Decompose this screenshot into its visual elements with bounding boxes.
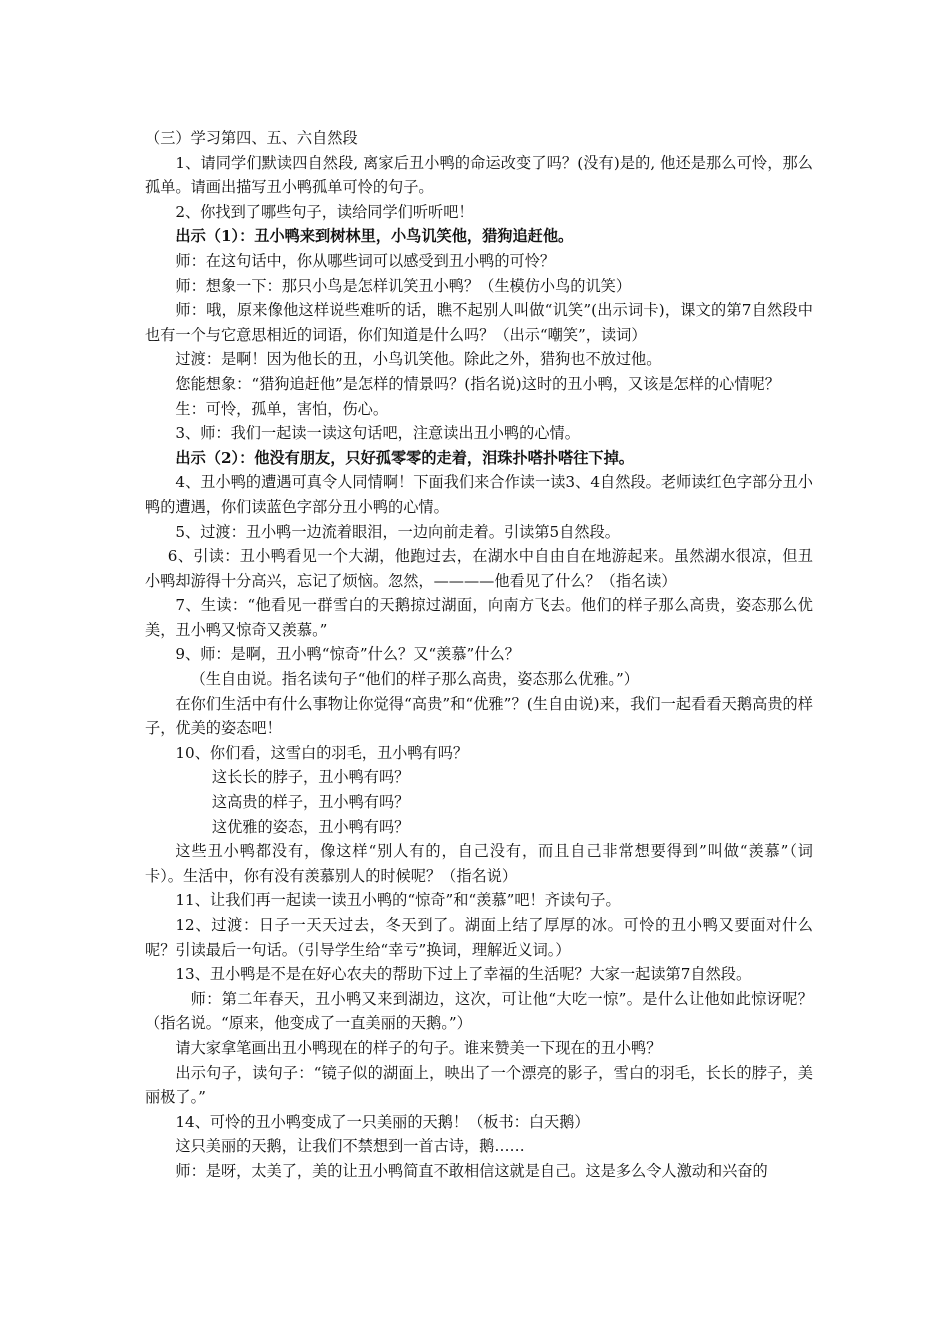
paragraph: 这长长的脖子，丑小鸭有吗？ (211, 768, 410, 787)
paragraph: 4、丑小鸭的遭遇可真令人同情啊！下面我们来合作读一读3、4自然段。老师读红色字部分丑小鸭的遭遇，你们读蓝色字部分丑小鸭的心情。 (145, 473, 813, 516)
paragraph: 2、你找到了哪些句子，读给同学们听听吧！ (175, 202, 474, 221)
paragraph: 师：是呀，太美了，美的让丑小鸭简直不敢相信这就是自己。这是多么令人激动和兴奋的 (175, 1161, 768, 1180)
paragraph: 请大家拿笔画出丑小鸭现在的样子的句子。谁来赞美一下现在的丑小鸭？ (175, 1038, 662, 1057)
bold-sentence: 出示（1）：丑小鸭来到树林里，小鸟讥笑他，猎狗追赶他。 (175, 227, 574, 246)
paragraph: 过渡：是啊！因为他长的丑，小鸟讥笑他。除此之外，猎狗也不放过他。 (175, 350, 662, 369)
bold-sentence: 出示（2）：他没有朋友，只好孤零零的走着，泪珠扑嗒扑嗒往下掉。 (175, 448, 634, 467)
paragraph: 这些丑小鸭都没有，像这样“别人有的，自己没有，而且自己非常想要得到”叫做“羡慕”（词卡）。生活中，你有没有羡慕别人的时候呢？（指名说） (145, 842, 813, 885)
paragraph: 您能想象：“猎狗追赶他”是怎样的情景吗？(指名说)这时的丑小鸭，又该是怎样的心情呢？ (175, 374, 780, 393)
paragraph: 这高贵的样子，丑小鸭有吗？ (211, 793, 410, 812)
paragraph: 5、过渡：丑小鸭一边流着眼泪，一边向前走着。引读第5自然段。 (175, 522, 620, 541)
paragraph: 14、可怜的丑小鸭变成了一只美丽的天鹅！（板书：白天鹅） (175, 1112, 590, 1131)
paragraph: 7、生读：“他看见一群雪白的天鹅掠过湖面，向南方飞去。他们的样子那么高贵，姿态那么优美，丑小鸭又惊奇又羡慕。” (145, 596, 813, 639)
paragraph: 这只美丽的天鹅，让我们不禁想到一首古诗，鹅…… (175, 1137, 525, 1156)
paragraph: 12、过渡：日子一天天过去，冬天到了。湖面上结了厚厚的冰。可怜的丑小鸭又要面对什么呢？引读最后一句话。（引导学生给“幸亏”换词，理解近义词。） (145, 916, 813, 959)
paragraph: 10、你们看，这雪白的羽毛，丑小鸭有吗？ (175, 743, 469, 762)
paragraph: 6、引读：丑小鸭看见一个大湖，他跑过去，在湖水中自由自在地游起来。虽然湖水很凉，但丑小鸭却游得十分高兴，忘记了烦恼。忽然，————他看见了什么？（指名读） (145, 547, 813, 590)
paragraph: 师：在这句话中，你从哪些词可以感受到丑小鸭的可怜？ (175, 251, 556, 270)
paragraph: 师：想象一下：那只小鸟是怎样讥笑丑小鸭？（生模仿小鸟的讥笑） (175, 276, 632, 295)
paragraph: 1、请同学们默读四自然段, 离家后丑小鸭的命运改变了吗？(没有)是的, 他还是那么可怜，那么孤单。请画出描写丑小鸭孤单可怜的句子。 (145, 153, 813, 197)
paragraph: 13、丑小鸭是不是在好心农夫的帮助下过上了幸福的生活呢？大家一起读第7自然段。 (175, 965, 752, 984)
paragraph: 师：哦，原来像他这样说些难听的话，瞧不起别人叫做“讥笑”(出示词卡)，课文的第7自然段中也有一个与它意思相近的词语，你们知道是什么吗？（出示“嘲笑”，读词） (145, 301, 813, 344)
paragraph: （生自由说。指名读句子“他们的样子那么高贵，姿态那么优雅。”） (190, 670, 639, 689)
paragraph: 11、让我们再一起读一读丑小鸭的“惊奇”和“羡慕”吧！齐读句子。 (175, 891, 621, 910)
paragraph: 这优雅的姿态，丑小鸭有吗？ (211, 817, 410, 836)
paragraph: 9、师：是啊，丑小鸭“惊奇”什么？又“羡慕”什么？ (175, 645, 520, 664)
paragraph: 出示句子，读句子：“镜子似的湖面上，映出了一个漂亮的影子，雪白的羽毛，长长的脖子，美丽极了。” (145, 1063, 813, 1107)
paragraph: 3、师：我们一起读一读这句话吧，注意读出丑小鸭的心情。 (175, 424, 580, 443)
paragraph: 师：第二年春天，丑小鸭又来到湖边，这次，可让他“大吃一惊”。是什么让他如此惊讶呢？（指名说。“原来，他变成了一直美丽的天鹅。”） (145, 989, 813, 1033)
section-heading: （三）学习第四、五、六自然段 (145, 129, 358, 147)
document-body (145, 126, 813, 1184)
paragraph: 在你们生活中有什么事物让你觉得“高贵”和“优雅”？(生自由说)来，我们一起看看天鹅高贵的样子，优美的姿态吧！ (145, 694, 813, 738)
paragraph: 生：可怜，孤单，害怕，伤心。 (175, 399, 389, 418)
